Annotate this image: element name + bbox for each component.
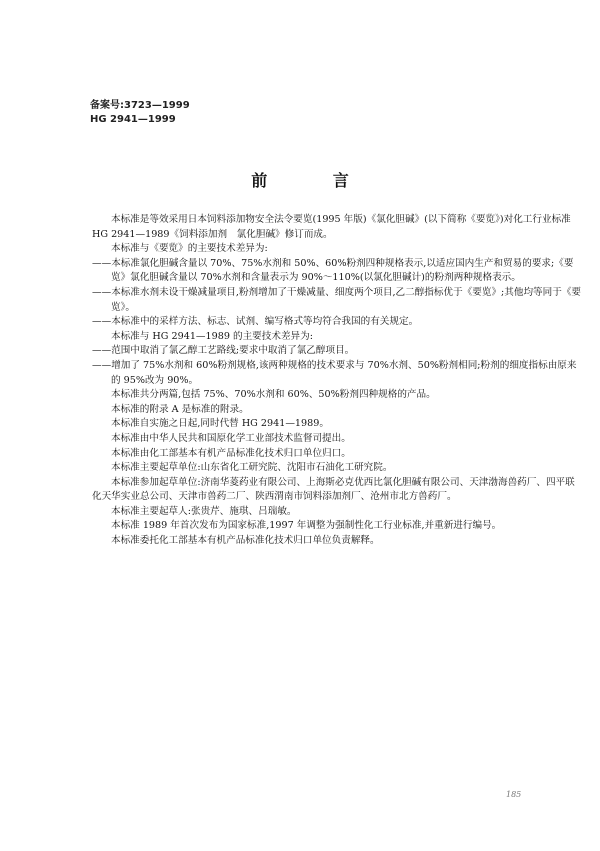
paragraph: 本标准共分两篇,包括 75%、70%水剂和 60%、50%粉剂四种规格的产品。 (111, 389, 436, 401)
standard-number: HG 2941—1999 (90, 114, 176, 125)
paragraph: 本标准 1989 年首次发布为国家标准,1997 年调整为强制性化工行业标准,并重新进行编号。 (111, 520, 502, 532)
foreword-body (92, 213, 582, 549)
paragraph: 本标准由中华人民共和国原化学工业部技术监督司提出。 (111, 432, 351, 444)
paragraph: 本标准是等效采用日本饲料添加物安全法令要览(1995 年版)《氯化胆碱》(以下简称《要览》)对化工行业标准 HG 2941—1989《饲料添加剂 氯化胆碱》修订而成。 (92, 214, 571, 240)
paragraph: 本标准主要起草单位:山东省化工研究院、沈阳市石油化工研究院。 (111, 462, 393, 474)
paragraph: 本标准委托化工部基本有机产品标准化技术归口单位负责解释。 (111, 535, 380, 547)
paragraph: 本标准由化工部基本有机产品标准化技术归口单位归口。 (111, 447, 351, 459)
page-title: 前 言 (251, 171, 379, 190)
paragraph: 本标准参加起草单位:济南华菱药业有限公司、上海斯必克优西比氯化胆碱有限公司、天津渤海兽药厂、四平联化天华实业总公司、天津市兽药二厂、陕西渭南市饲料添加剂厂、沧州市北方兽药厂。 (92, 476, 575, 503)
page-number: 185 (506, 790, 522, 799)
document-identifiers (90, 99, 190, 127)
paragraph: 本标准自实施之日起,同时代替 HG 2941—1989。 (111, 418, 329, 430)
record-number: 备案号:3723—1999 (90, 100, 190, 111)
paragraph: 本标准的附录 A 是标准的附录。 (111, 403, 249, 415)
list-item: ——本标准水剂未设干燥减量项目,粉剂增加了干燥减量、细度两个项目,乙二醇指标优于《要览》;其他均等同于《要览》。 (92, 286, 582, 313)
list-item: ——范围中取消了氯乙醇工艺路线;要求中取消了氯乙醇项目。 (92, 345, 355, 357)
list-item: ——本标准氯化胆碱含量以 70%、75%水剂和 50%、60%粉剂四种规格表示,以适应国内生产和贸易的要求;《要览》氯化胆碱含量以 70%水剂和含量表示为 90%～110%(以氯化胆碱计)的粉剂两种规格表示。 (92, 257, 574, 284)
list-item: ——增加了 75%水剂和 60%粉剂规格,该两种规格的技术要求与 70%水剂、50%粉剂相同;粉剂的细度指标由原来的 95%改为 90%。 (92, 359, 577, 386)
paragraph: 本标准主要起草人:张贵芹、施琪、吕瑞敏。 (111, 505, 297, 517)
list-item: ——本标准中的采样方法、标志、试剂、编写格式等均符合我国的有关规定。 (92, 316, 419, 328)
paragraph: 本标准与《要览》的主要技术差异为: (111, 243, 268, 255)
paragraph: 本标准与 HG 2941—1989 的主要技术差异为: (111, 330, 313, 342)
